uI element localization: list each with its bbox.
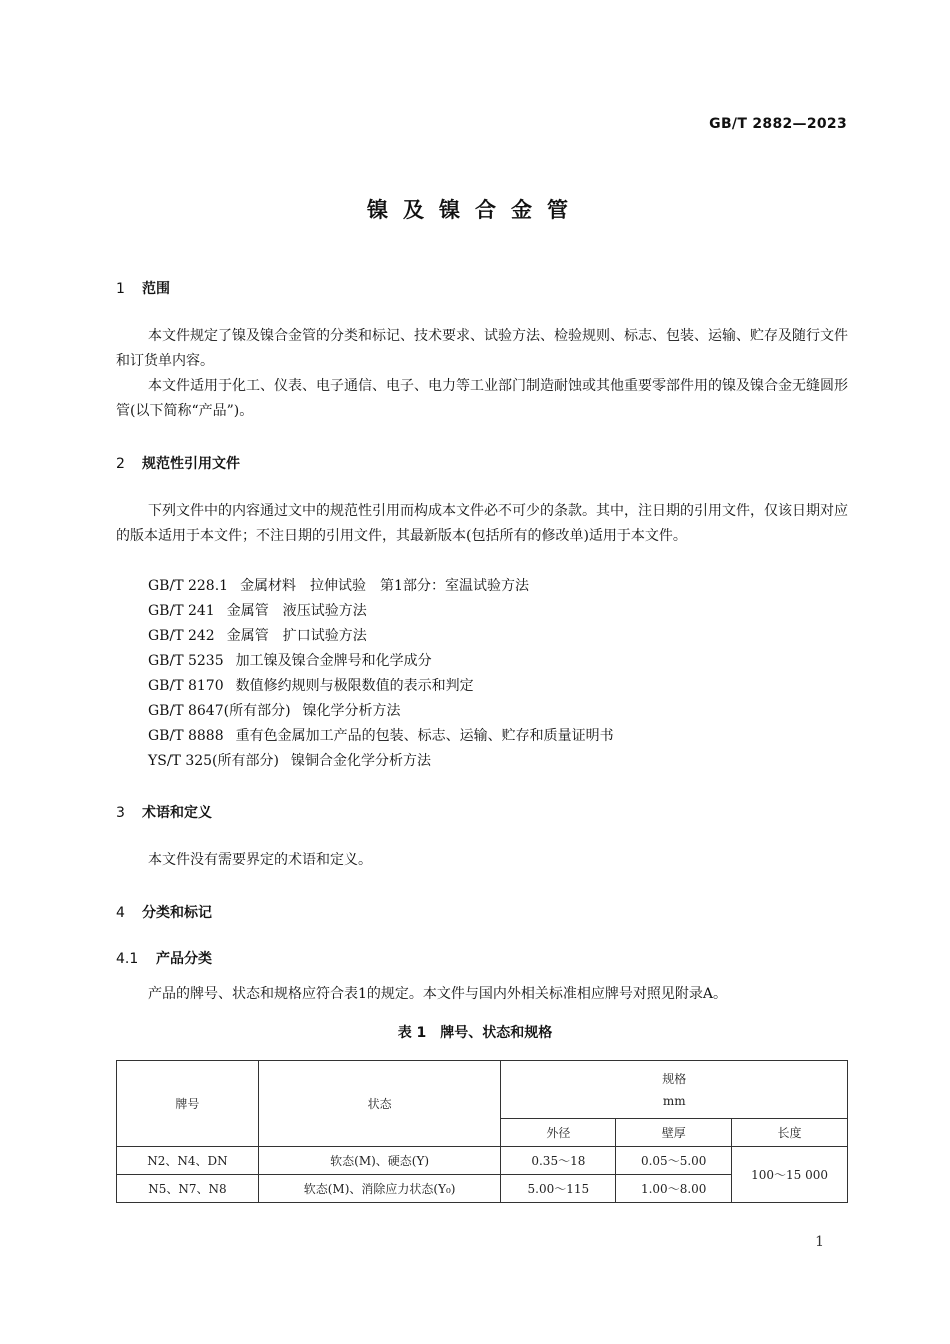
reference-item xyxy=(148,674,614,699)
document-title: 镍及镍合金管 xyxy=(367,198,583,222)
cell-state: 软态(M)、硬态(Y) xyxy=(258,1147,501,1175)
section-2-paragraph: 下列文件中的内容通过文中的规范性引用而构成本文件必不可少的条款。其中，注日期的引用文件，仅该日期对应的版本适用于本文件；不注日期的引用文件，其最新版本(包括所有的修改单)适用于本文件。 xyxy=(116,503,848,544)
table-caption: 表 1 牌号、状态和规格 xyxy=(397,1025,553,1041)
header-length: 长度 xyxy=(732,1119,848,1147)
section-4-title: 分类和标记 xyxy=(142,905,212,921)
table-row xyxy=(117,1147,848,1175)
section-3-heading xyxy=(116,802,212,822)
section-4-1-title: 产品分类 xyxy=(156,951,212,967)
page-number: 1 xyxy=(815,1234,824,1250)
reference-code: GB/T 242 xyxy=(148,628,215,644)
reference-item xyxy=(148,749,614,774)
reference-item xyxy=(148,624,614,649)
section-4-1-body xyxy=(116,982,848,1007)
section-4-1-paragraph: 产品的牌号、状态和规格应符合表1的规定。本文件与国内外相关标准相应牌号对照见附录A。 xyxy=(148,986,728,1002)
section-2-title: 规范性引用文件 xyxy=(142,456,240,472)
reference-code: GB/T 8647(所有部分) xyxy=(148,703,291,719)
cell-wall-thickness: 1.00～8.00 xyxy=(616,1175,732,1203)
table-header-row xyxy=(117,1061,848,1119)
reference-name: 数值修约规则与极限数值的表示和判定 xyxy=(235,678,474,694)
section-3-paragraph: 本文件没有需要界定的术语和定义。 xyxy=(148,852,372,868)
reference-code: GB/T 8888 xyxy=(148,728,224,744)
section-2-heading xyxy=(116,453,240,473)
reference-name: 镍化学分析方法 xyxy=(302,703,401,719)
cell-wall-thickness: 0.05～5.00 xyxy=(616,1147,732,1175)
reference-item xyxy=(148,699,614,724)
section-1-heading xyxy=(116,278,170,298)
reference-code: GB/T 5235 xyxy=(148,653,224,669)
section-1-title: 范围 xyxy=(142,281,170,297)
header-spec xyxy=(501,1061,848,1119)
reference-list xyxy=(148,574,614,774)
cell-grade: N5、N7、N8 xyxy=(117,1175,259,1203)
section-4-1-number: 4.1 xyxy=(116,951,139,967)
reference-name: 金属材料 拉伸试验 第1部分：室温试验方法 xyxy=(240,578,529,594)
reference-name: 加工镍及镍合金牌号和化学成分 xyxy=(235,653,432,669)
reference-name: 镍铜合金化学分析方法 xyxy=(290,753,431,769)
section-3-number: 3 xyxy=(116,805,125,821)
reference-item xyxy=(148,649,614,674)
reference-item xyxy=(148,724,614,749)
cell-grade: N2、N4、DN xyxy=(117,1147,259,1175)
reference-name: 金属管 扩口试验方法 xyxy=(226,628,367,644)
header-grade: 牌号 xyxy=(117,1061,259,1147)
section-1-body xyxy=(116,324,848,424)
section-4-heading xyxy=(116,902,212,922)
section-2-intro xyxy=(116,499,848,549)
section-3-body xyxy=(116,848,848,873)
section-1-number: 1 xyxy=(116,281,125,297)
reference-item xyxy=(148,599,614,624)
reference-name: 重有色金属加工产品的包装、标志、运输、贮存和质量证明书 xyxy=(235,728,614,744)
cell-length: 100～15 000 xyxy=(732,1147,848,1203)
section-4-1-heading xyxy=(116,948,212,968)
section-3-title: 术语和定义 xyxy=(142,805,212,821)
reference-item xyxy=(148,574,614,599)
header-outer-diameter: 外径 xyxy=(501,1119,616,1147)
header-spec-label: 规格 xyxy=(662,1071,687,1086)
section-4-number: 4 xyxy=(116,905,125,921)
section-1-paragraph: 本文件适用于化工、仪表、电子通信、电子、电力等工业部门制造耐蚀或其他重要零部件用的镍及镍合金无缝圆形管(以下简称“产品”)。 xyxy=(116,378,848,419)
section-1-paragraph: 本文件规定了镍及镍合金管的分类和标记、技术要求、试验方法、检验规则、标志、包装、运输、贮存及随行文件和订货单内容。 xyxy=(116,328,848,369)
reference-code: GB/T 8170 xyxy=(148,678,224,694)
reference-code: GB/T 241 xyxy=(148,603,215,619)
cell-outer-diameter: 0.35～18 xyxy=(501,1147,616,1175)
cell-state: 软态(M)、消除应力状态(Y₀) xyxy=(258,1175,501,1203)
reference-name: 金属管 液压试验方法 xyxy=(226,603,367,619)
reference-code: YS/T 325(所有部分) xyxy=(148,753,279,769)
section-2-number: 2 xyxy=(116,456,125,472)
spec-table xyxy=(116,1060,848,1203)
cell-outer-diameter: 5.00～115 xyxy=(501,1175,616,1203)
header-spec-unit: mm xyxy=(662,1093,686,1108)
reference-code: GB/T 228.1 xyxy=(148,578,229,594)
header-state: 状态 xyxy=(258,1061,501,1147)
header-wall-thickness: 壁厚 xyxy=(616,1119,732,1147)
standard-number: GB/T 2882—2023 xyxy=(709,116,847,132)
